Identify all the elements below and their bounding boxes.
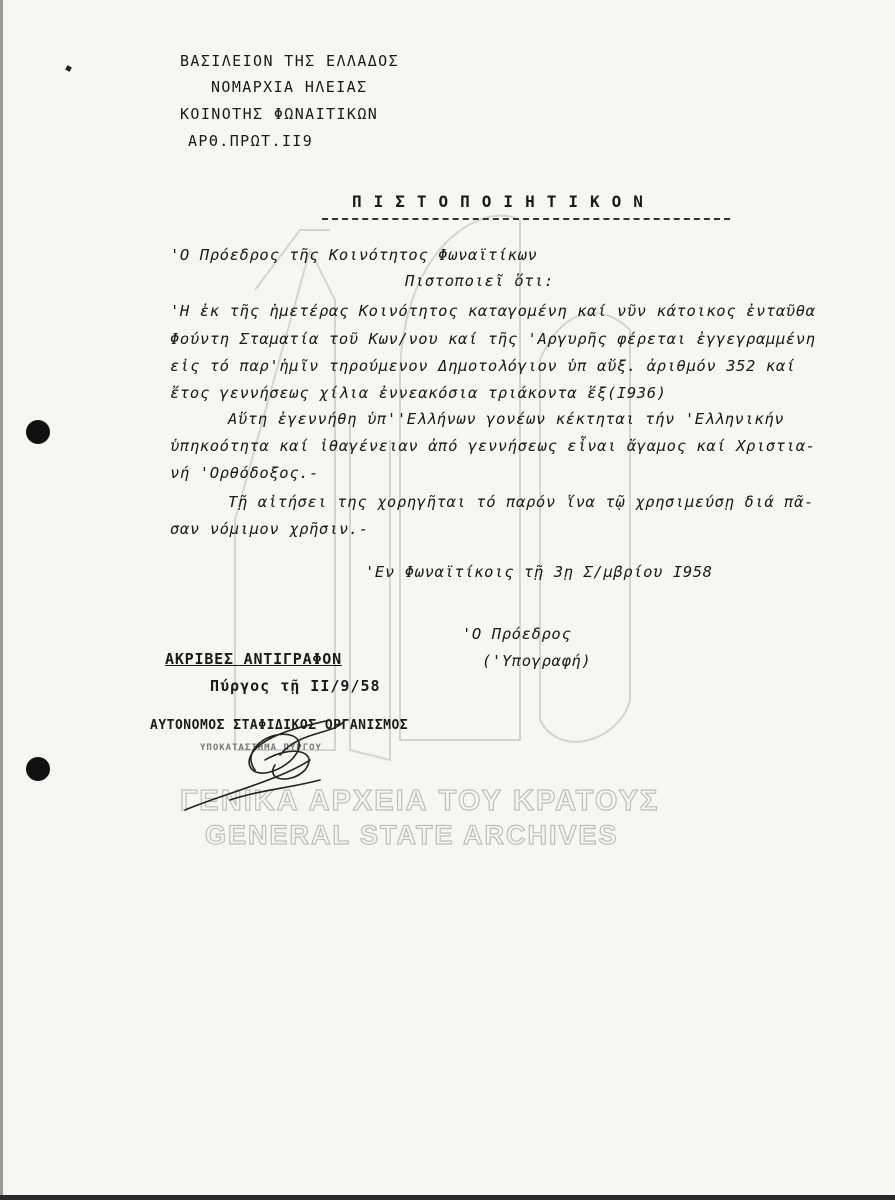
header-protocol-number: ΑΡΘ.ΠΡΩΤ.ΙΙ9	[188, 132, 314, 150]
paragraph-2-line-1: Αὕτη ἐγεννήθη ὑπ''Ελλήνων γονέων κέκτηται τήν 'Ελληνικήν	[228, 410, 785, 428]
header-kingdom: ΒΑΣΙΛΕΙΟΝ ΤΗΣ ΕΛΛΑΔΟΣ	[180, 52, 400, 70]
paragraph-2-line-3: νή 'Ορθόδοξος.-	[170, 464, 319, 482]
punch-hole-top	[26, 420, 50, 444]
watermark-text-english: GENERAL STATE ARCHIVES	[205, 820, 619, 850]
handwritten-signature	[170, 700, 360, 820]
paragraph-1-line-4: ἔτος γεννήσεως χίλια ἐννεακόσια τριάκοντα ἕξ(Ι936)	[170, 384, 667, 402]
copy-stamp-place-date: Πύργος τῇ ΙΙ/9/58	[210, 677, 381, 695]
header-prefecture: ΝΟΜΑΡΧΙΑ ΗΛΕΙΑΣ	[211, 78, 368, 96]
paragraph-1-line-3: εἰς τό παρ'ἡμῖν τηρούμενον Δημοτολόγιον ὑπ αὔξ. ἀριθμόν 352 καί	[170, 357, 796, 375]
paragraph-3-line-2: σαν νόμιμον χρῆσιν.-	[170, 520, 369, 538]
copy-stamp-branch: ΥΠΟΚΑΤΑΣΤΗΜΑ ΠΥΡΓΟΥ	[200, 743, 322, 753]
paragraph-3-line-1: Τῇ αἰτήσει της χορηγῆται τό παρόν ἵνα τῷ χρησιμεύσῃ διά πᾶ-	[228, 493, 814, 511]
intro-president: 'Ο Πρόεδρος τῆς Κοινότητος Φωναϊτίκων	[170, 246, 538, 264]
paragraph-1-line-2: Φούντη Σταματία τοῦ Κων/νου καί τῆς 'Αργυρῆς φέρεται ἐγγεγραμμένη	[170, 330, 816, 348]
copy-stamp-organization: ΑΥΤΟΝΟΜΟΣ ΣΤΑΦΙΔΙΚΟΣ ΟΡΓΑΝΙΣΜΟΣ	[150, 718, 409, 733]
copy-stamp-title: ΑΚΡΙΒΕΣ ΑΝΤΙΓΡΑΦΟΝ	[165, 650, 342, 668]
header-community: ΚΟΙΝΟΤΗΣ ΦΩΝΑΙΤΙΚΩΝ	[180, 105, 379, 123]
watermark-text-greek: ΓΕΝΙΚΑ ΑΡΧΕΙΑ ΤΟΥ ΚΡΑΤΟΥΣ	[180, 785, 660, 817]
intro-certifies: Πιστοποιεῖ ὅτι:	[405, 272, 554, 290]
scan-edge-left	[0, 0, 3, 1200]
signoff-signature-label: ('Υπογραφή)	[482, 652, 592, 670]
punch-hole-bottom	[26, 757, 50, 781]
ink-speck	[65, 65, 72, 72]
paragraph-2-line-2: ὑπηκοότητα καί ἰθαγένειαν ἀπό γεννήσεως εἶναι ἄγαμος καί Χριστια-	[170, 437, 816, 455]
paragraph-1-line-1: 'Η ἐκ τῆς ἡμετέρας Κοινότητος καταγομένη καί νῦν κάτοικος ἐνταῦθα	[170, 302, 816, 320]
document-title: ΠΙΣΤΟΠΟΙΗΤΙΚΟΝ	[352, 192, 655, 211]
title-underline	[322, 218, 730, 220]
date-line: 'Εν Φωναϊτίκοις τῇ 3ῃ Σ/μβρίου Ι958	[365, 563, 713, 581]
scan-edge-bottom	[0, 1195, 895, 1200]
signoff-role: 'Ο Πρόεδρος	[462, 625, 572, 643]
